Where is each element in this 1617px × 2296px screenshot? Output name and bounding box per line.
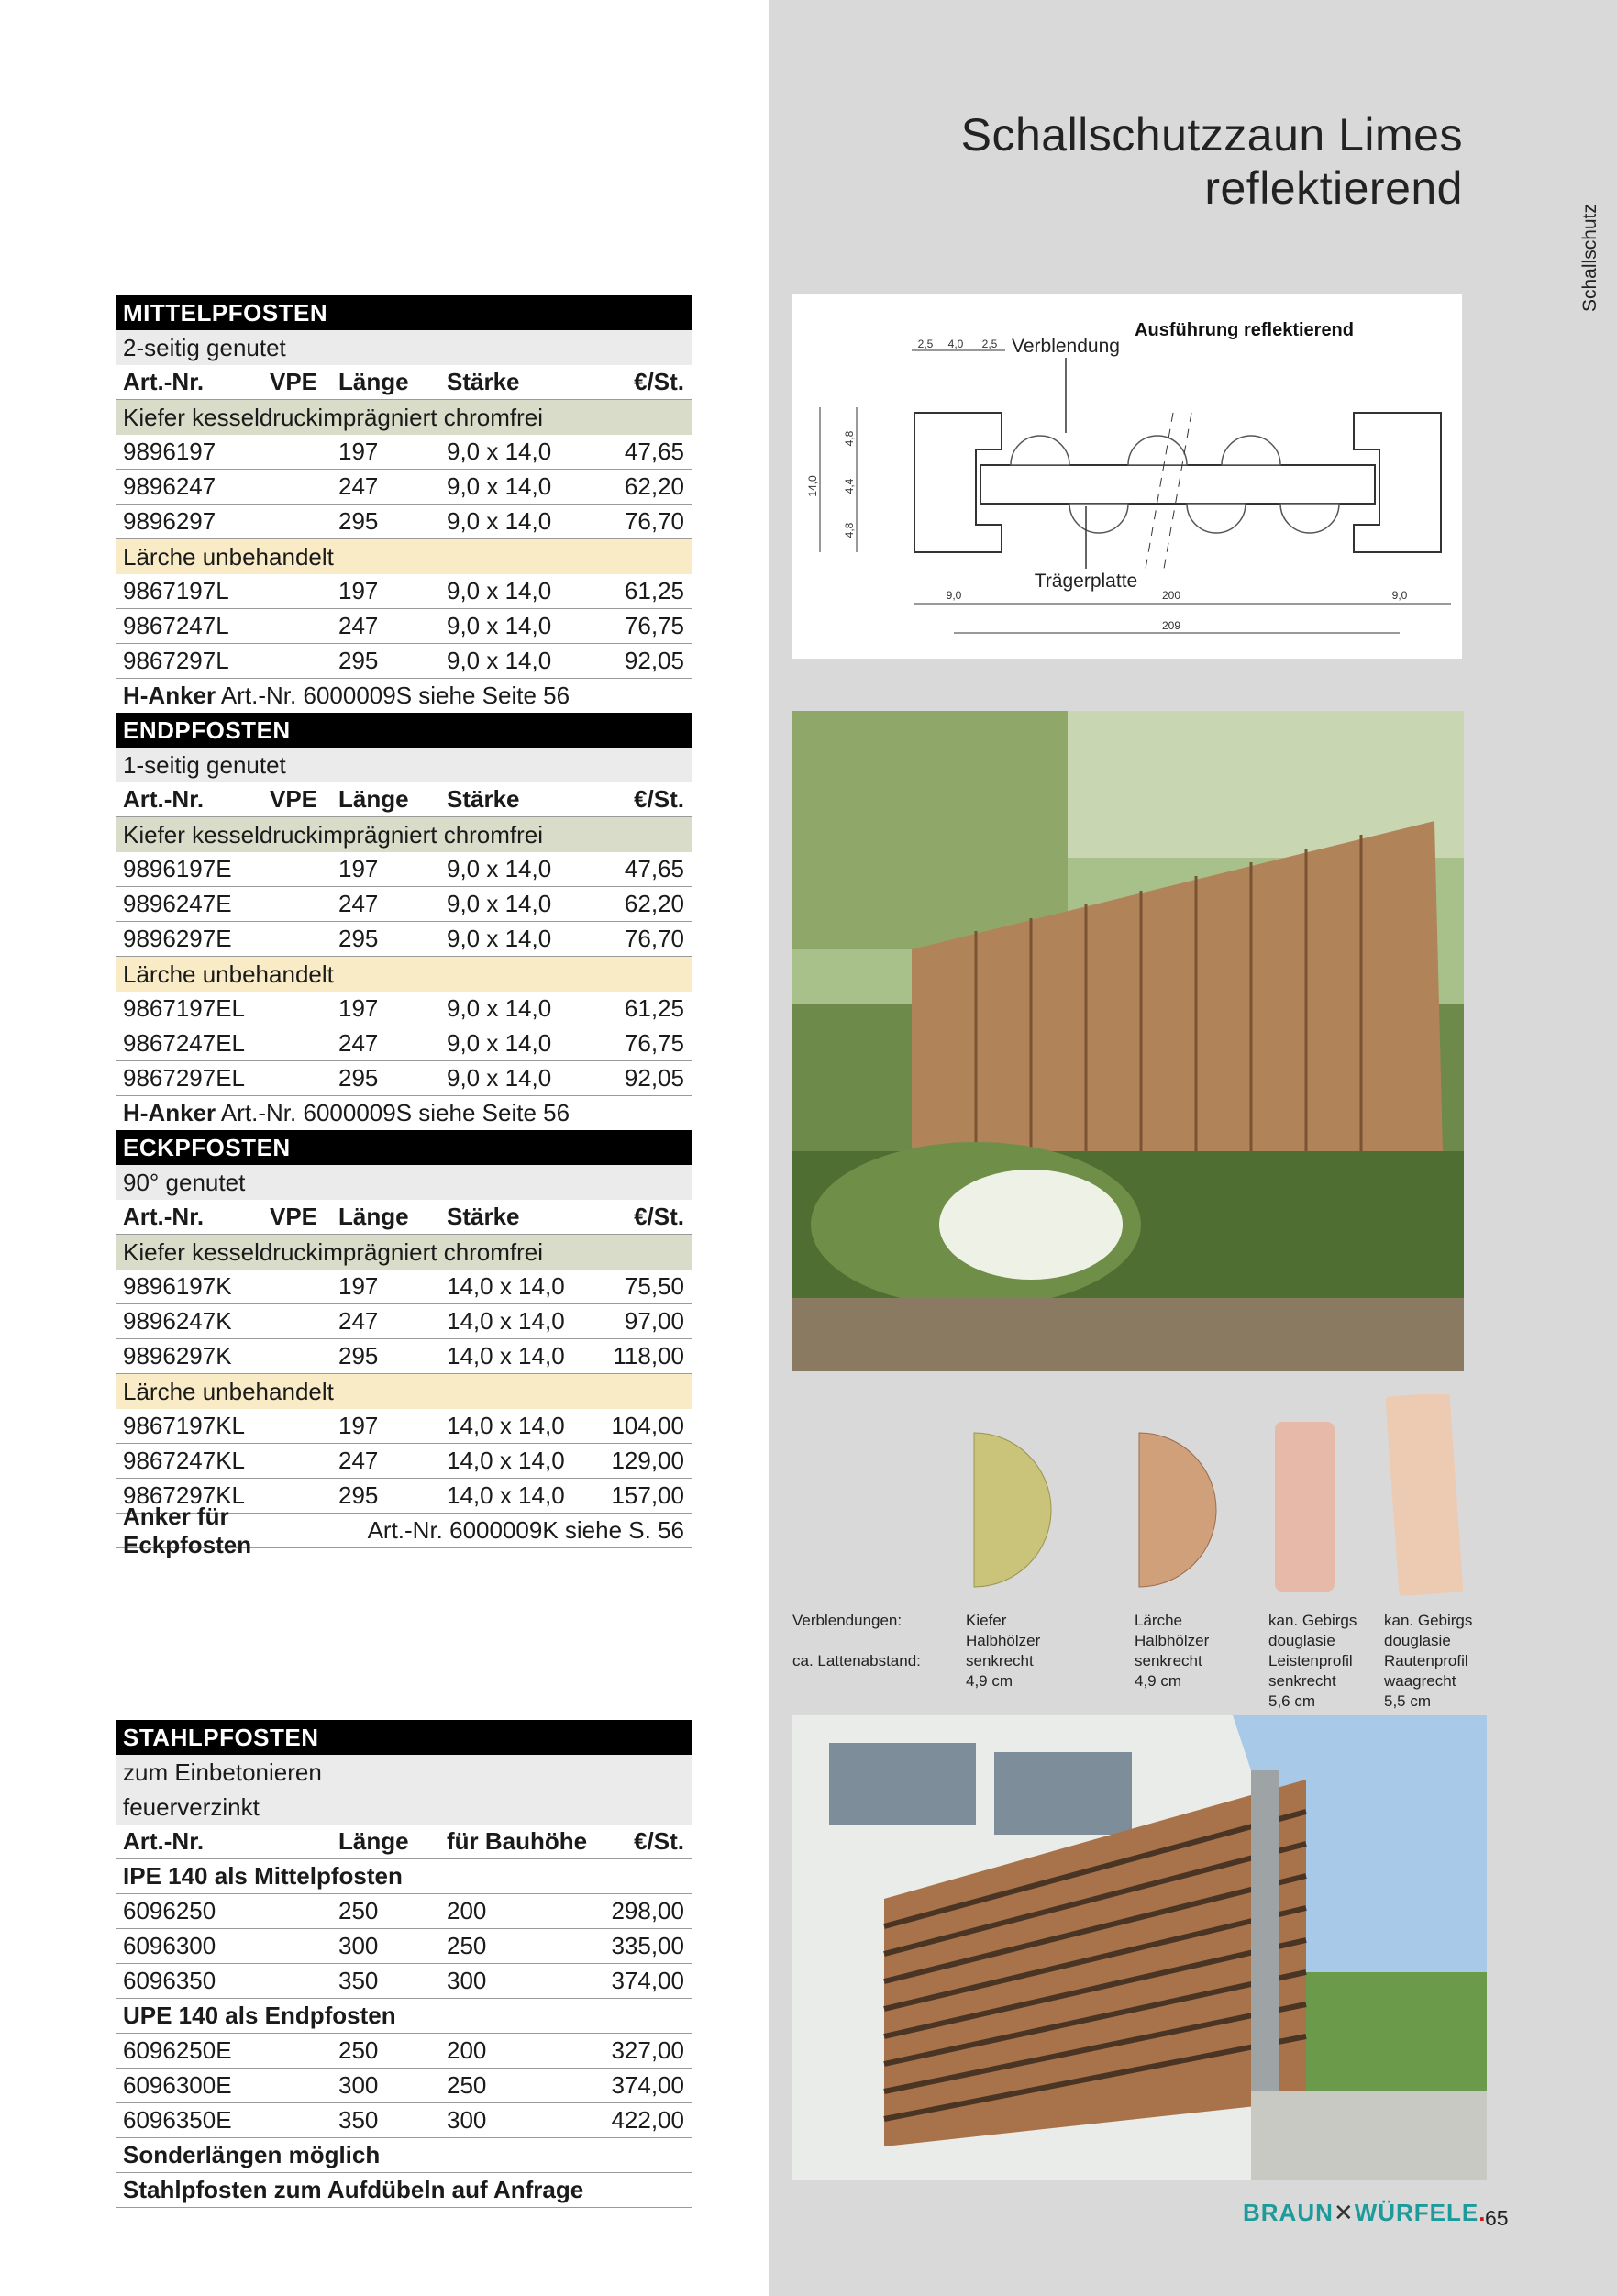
label-traegerplatte: Trägerplatte [1034, 571, 1138, 592]
table-row [116, 1409, 692, 1444]
cell-laenge: 197 [338, 577, 379, 605]
material-row: Lärche unbehandelt [116, 1374, 692, 1409]
material-row: Kiefer kesseldruckimprägniert chromfrei [116, 1235, 692, 1270]
cell-price: 374,00 [611, 2071, 684, 2099]
cell-art: 9896197 [123, 438, 216, 465]
cell-staerke: 9,0 x 14,0 [447, 925, 552, 952]
cell-laenge: 197 [338, 438, 379, 465]
table-row [116, 609, 692, 644]
cell-art: 9867297KL [123, 1481, 246, 1509]
cell-laenge: 247 [338, 890, 379, 917]
cell-art: 9867197KL [123, 1412, 246, 1439]
cell-art: 9867297EL [123, 1064, 246, 1092]
table-row [116, 1270, 692, 1304]
section-subheading: 90° genutet [116, 1165, 692, 1200]
cell-price: 129,00 [611, 1447, 684, 1474]
cell-staerke: 9,0 x 14,0 [447, 472, 552, 500]
dim-bottom-right: 9,0 [1391, 589, 1408, 602]
verblendung-item-kiefer: Kiefer Halbhölzer senkrecht 4,9 cm [966, 1612, 1041, 1690]
cell-staerke: 14,0 x 14,0 [447, 1447, 565, 1474]
cell-laenge: 247 [338, 1029, 379, 1057]
cell-art: 9867197L [123, 577, 229, 605]
cell-staerke: 9,0 x 14,0 [447, 612, 552, 639]
cell-staerke: 9,0 x 14,0 [447, 438, 552, 465]
table-eckpfosten [116, 1130, 692, 1558]
section-subheading: 2-seitig genutet [116, 330, 692, 365]
section-heading: MITTELPFOSTEN [116, 295, 692, 330]
group-row: UPE 140 als Endpfosten [116, 1999, 692, 2034]
cell-art: 6096300E [123, 2071, 232, 2099]
cell-staerke: 14,0 x 14,0 [447, 1412, 565, 1439]
cell-laenge: 295 [338, 1064, 379, 1092]
rows-kiefer [116, 1270, 692, 1374]
col-laenge: Länge [338, 368, 409, 395]
cell-laenge: 247 [338, 472, 379, 500]
anchor-note: Anker für Eckpfosten Art.-Nr. 6000009K siehe S. 56 [116, 1514, 692, 1548]
cell-art: 9867197EL [123, 994, 246, 1022]
cell-price: 76,75 [624, 1029, 684, 1057]
page-number: 65 [1485, 2206, 1509, 2230]
cell-art: 9896247E [123, 890, 232, 917]
verblendung-item-leistenprofil: kan. Gebirgs douglasie Leistenprofil senkrecht 5,6 cm [1268, 1612, 1357, 1710]
cell-laenge: 295 [338, 1481, 379, 1509]
cell-bauhoehe: 300 [447, 2106, 487, 2134]
cell-laenge: 295 [338, 925, 379, 952]
section-subheading: 1-seitig genutet [116, 748, 692, 782]
cell-staerke: 9,0 x 14,0 [447, 855, 552, 882]
section-subheading: feuerverzinkt [116, 1790, 692, 1825]
table-row [116, 470, 692, 505]
dim-left-1: 4,8 [843, 430, 856, 447]
cell-price: 76,70 [624, 507, 684, 535]
cell-price: 62,20 [624, 890, 684, 917]
anchor-note: H-Anker Art.-Nr. 6000009S siehe Seite 56 [116, 679, 692, 714]
cell-bauhoehe: 200 [447, 1897, 487, 1924]
section-subheading: zum Einbetonieren [116, 1755, 692, 1790]
table-row [116, 2103, 692, 2138]
dim-bottom-left: 9,0 [946, 589, 962, 602]
cell-art: 9896297K [123, 1342, 232, 1370]
cell-staerke: 9,0 x 14,0 [447, 1064, 552, 1092]
cell-art: 6096250 [123, 1897, 216, 1924]
col-vpe: VPE [270, 1203, 318, 1230]
cell-price: 62,20 [624, 472, 684, 500]
table-row [116, 1444, 692, 1479]
cell-price: 157,00 [611, 1481, 684, 1509]
dim-top-3: 2,5 [981, 338, 998, 350]
cell-price: 422,00 [611, 2106, 684, 2134]
cell-art: 6096300 [123, 1932, 216, 1959]
verblendung-item-laerche: Lärche Halbhölzer senkrecht 4,9 cm [1135, 1612, 1210, 1690]
section-side-tab: Schallschutz [1579, 204, 1600, 312]
cell-art: 9896247K [123, 1307, 232, 1335]
cell-bauhoehe: 200 [447, 2036, 487, 2064]
section-heading: STAHLPFOSTEN [116, 1720, 692, 1755]
cell-laenge: 295 [338, 1342, 379, 1370]
cell-price: 76,70 [624, 925, 684, 952]
table-row [116, 644, 692, 679]
rows-ipe [116, 1894, 692, 1999]
cell-staerke: 14,0 x 14,0 [447, 1342, 565, 1370]
cell-price: 298,00 [611, 1897, 684, 1924]
col-laenge: Länge [338, 1203, 409, 1230]
table-row [116, 2034, 692, 2069]
table-row [116, 1929, 692, 1964]
col-art: Art.-Nr. [123, 368, 205, 395]
cell-art: 9896297E [123, 925, 232, 952]
cell-art: 9867247KL [123, 1447, 246, 1474]
cell-staerke: 9,0 x 14,0 [447, 890, 552, 917]
column-header-row [116, 365, 692, 400]
cell-laenge: 350 [338, 1967, 379, 1994]
dim-left-2: 4,4 [843, 478, 856, 494]
material-row: Lärche unbehandelt [116, 957, 692, 992]
col-laenge: Länge [338, 785, 409, 813]
table-endpfosten [116, 713, 692, 1131]
cell-art: 6096350 [123, 1967, 216, 1994]
table-mittelpfosten [116, 295, 692, 714]
col-price: €/St. [634, 1827, 684, 1855]
verblendung-label: Verblendungen: ca. Lattenabstand: [792, 1612, 921, 1669]
note-row: Stahlpfosten zum Aufdübeln auf Anfrage [116, 2173, 692, 2208]
diagram-heading: Ausführung reflektierend [1135, 320, 1354, 340]
col-vpe: VPE [270, 785, 318, 813]
cell-art: 9896197E [123, 855, 232, 882]
dim-bottom-mid: 200 [1161, 589, 1181, 602]
material-row: Kiefer kesseldruckimprägniert chromfrei [116, 400, 692, 435]
col-art: Art.-Nr. [123, 785, 205, 813]
cell-art: 9896197K [123, 1272, 232, 1300]
col-art: Art.-Nr. [123, 1827, 205, 1855]
cross-section-diagram [792, 294, 1462, 659]
brand-logo: BRAUN✕WÜRFELE. [1243, 2199, 1487, 2226]
cell-staerke: 14,0 x 14,0 [447, 1481, 565, 1509]
cell-art: 9896247 [123, 472, 216, 500]
cell-price: 104,00 [611, 1412, 684, 1439]
dim-left-3: 4,8 [843, 522, 856, 538]
table-row [116, 574, 692, 609]
table-row [116, 922, 692, 957]
cell-laenge: 250 [338, 2036, 379, 2064]
cell-price: 47,65 [624, 438, 684, 465]
cell-laenge: 295 [338, 507, 379, 535]
cell-laenge: 197 [338, 994, 379, 1022]
dim-top-2: 4,0 [947, 338, 964, 350]
col-laenge: Länge [338, 1827, 409, 1855]
rows-laerche [116, 574, 692, 679]
cell-price: 335,00 [611, 1932, 684, 1959]
table-row [116, 505, 692, 539]
anchor-note: H-Anker Art.-Nr. 6000009S siehe Seite 56 [116, 1096, 692, 1131]
cell-staerke: 9,0 x 14,0 [447, 577, 552, 605]
cell-staerke: 9,0 x 14,0 [447, 994, 552, 1022]
column-header-row [116, 1200, 692, 1235]
material-row: Kiefer kesseldruckimprägniert chromfrei [116, 817, 692, 852]
dim-bottom-total: 209 [1161, 619, 1181, 632]
cell-laenge: 197 [338, 855, 379, 882]
cell-price: 118,00 [613, 1342, 684, 1370]
table-row [116, 1304, 692, 1339]
cell-laenge: 295 [338, 647, 379, 674]
cell-price: 374,00 [611, 1967, 684, 1994]
cell-art: 9896297 [123, 507, 216, 535]
col-price: €/St. [634, 785, 684, 813]
rows-kiefer [116, 435, 692, 539]
cell-price: 92,05 [624, 647, 684, 674]
cell-price: 327,00 [611, 2036, 684, 2064]
cell-laenge: 197 [338, 1272, 379, 1300]
table-stahlpfosten [116, 1720, 692, 2208]
cell-art: 9867247L [123, 612, 229, 639]
rows-upe [116, 2034, 692, 2138]
column-header-row [116, 1825, 692, 1859]
cell-staerke: 14,0 x 14,0 [447, 1272, 565, 1300]
cell-bauhoehe: 250 [447, 2071, 487, 2099]
col-staerke: Stärke [447, 1203, 520, 1230]
table-row [116, 2069, 692, 2103]
dim-left-total: 14,0 [806, 475, 819, 497]
material-row: Lärche unbehandelt [116, 539, 692, 574]
col-vpe: VPE [270, 368, 318, 395]
col-price: €/St. [634, 368, 684, 395]
cell-price: 97,00 [624, 1307, 684, 1335]
cell-price: 76,75 [624, 612, 684, 639]
table-row [116, 1964, 692, 1999]
table-row [116, 887, 692, 922]
group-row: IPE 140 als Mittelpfosten [116, 1859, 692, 1894]
cell-bauhoehe: 300 [447, 1967, 487, 1994]
column-header-row [116, 782, 692, 817]
cell-laenge: 300 [338, 1932, 379, 1959]
table-row [116, 1061, 692, 1096]
col-art: Art.-Nr. [123, 1203, 205, 1230]
col-staerke: Stärke [447, 785, 520, 813]
cell-laenge: 247 [338, 612, 379, 639]
col-price: €/St. [634, 1203, 684, 1230]
note-row: Sonderlängen möglich [116, 2138, 692, 2173]
section-heading: ENDPFOSTEN [116, 713, 692, 748]
cell-staerke: 9,0 x 14,0 [447, 507, 552, 535]
cell-price: 61,25 [624, 994, 684, 1022]
cell-price: 92,05 [624, 1064, 684, 1092]
verblendung-samples [972, 1394, 1467, 1596]
table-row [116, 1026, 692, 1061]
cell-art: 9867247EL [123, 1029, 246, 1057]
cell-laenge: 350 [338, 2106, 379, 2134]
cell-price: 75,50 [624, 1272, 684, 1300]
cell-staerke: 9,0 x 14,0 [447, 1029, 552, 1057]
photo-horizontal-fence [792, 1715, 1487, 2180]
col-staerke: Stärke [447, 368, 520, 395]
verblendung-item-rautenprofil: kan. Gebirgs douglasie Rautenprofil waagrecht 5,5 cm [1384, 1612, 1473, 1710]
page-title: Schallschutzzaun Limes reflektierend [960, 109, 1463, 214]
cell-laenge: 300 [338, 2071, 379, 2099]
photo-wooden-fence [792, 711, 1464, 1371]
section-heading: ECKPFOSTEN [116, 1130, 692, 1165]
cell-staerke: 14,0 x 14,0 [447, 1307, 565, 1335]
rows-laerche [116, 992, 692, 1096]
rows-laerche [116, 1409, 692, 1514]
table-row [116, 1894, 692, 1929]
rows-kiefer [116, 852, 692, 957]
cell-art: 9867297L [123, 647, 229, 674]
cell-staerke: 9,0 x 14,0 [447, 647, 552, 674]
table-row [116, 435, 692, 470]
table-row [116, 852, 692, 887]
cell-art: 6096350E [123, 2106, 232, 2134]
cell-laenge: 247 [338, 1447, 379, 1474]
dim-top-1: 2,5 [917, 338, 934, 350]
table-row [116, 992, 692, 1026]
cell-art: 6096250E [123, 2036, 232, 2064]
cell-bauhoehe: 250 [447, 1932, 487, 1959]
cell-laenge: 247 [338, 1307, 379, 1335]
cell-laenge: 197 [338, 1412, 379, 1439]
cell-laenge: 250 [338, 1897, 379, 1924]
col-bauhoehe: für Bauhöhe [447, 1827, 588, 1855]
label-verblendung: Verblendung [1012, 336, 1120, 357]
cell-price: 61,25 [624, 577, 684, 605]
cell-price: 47,65 [624, 855, 684, 882]
table-row [116, 1339, 692, 1374]
